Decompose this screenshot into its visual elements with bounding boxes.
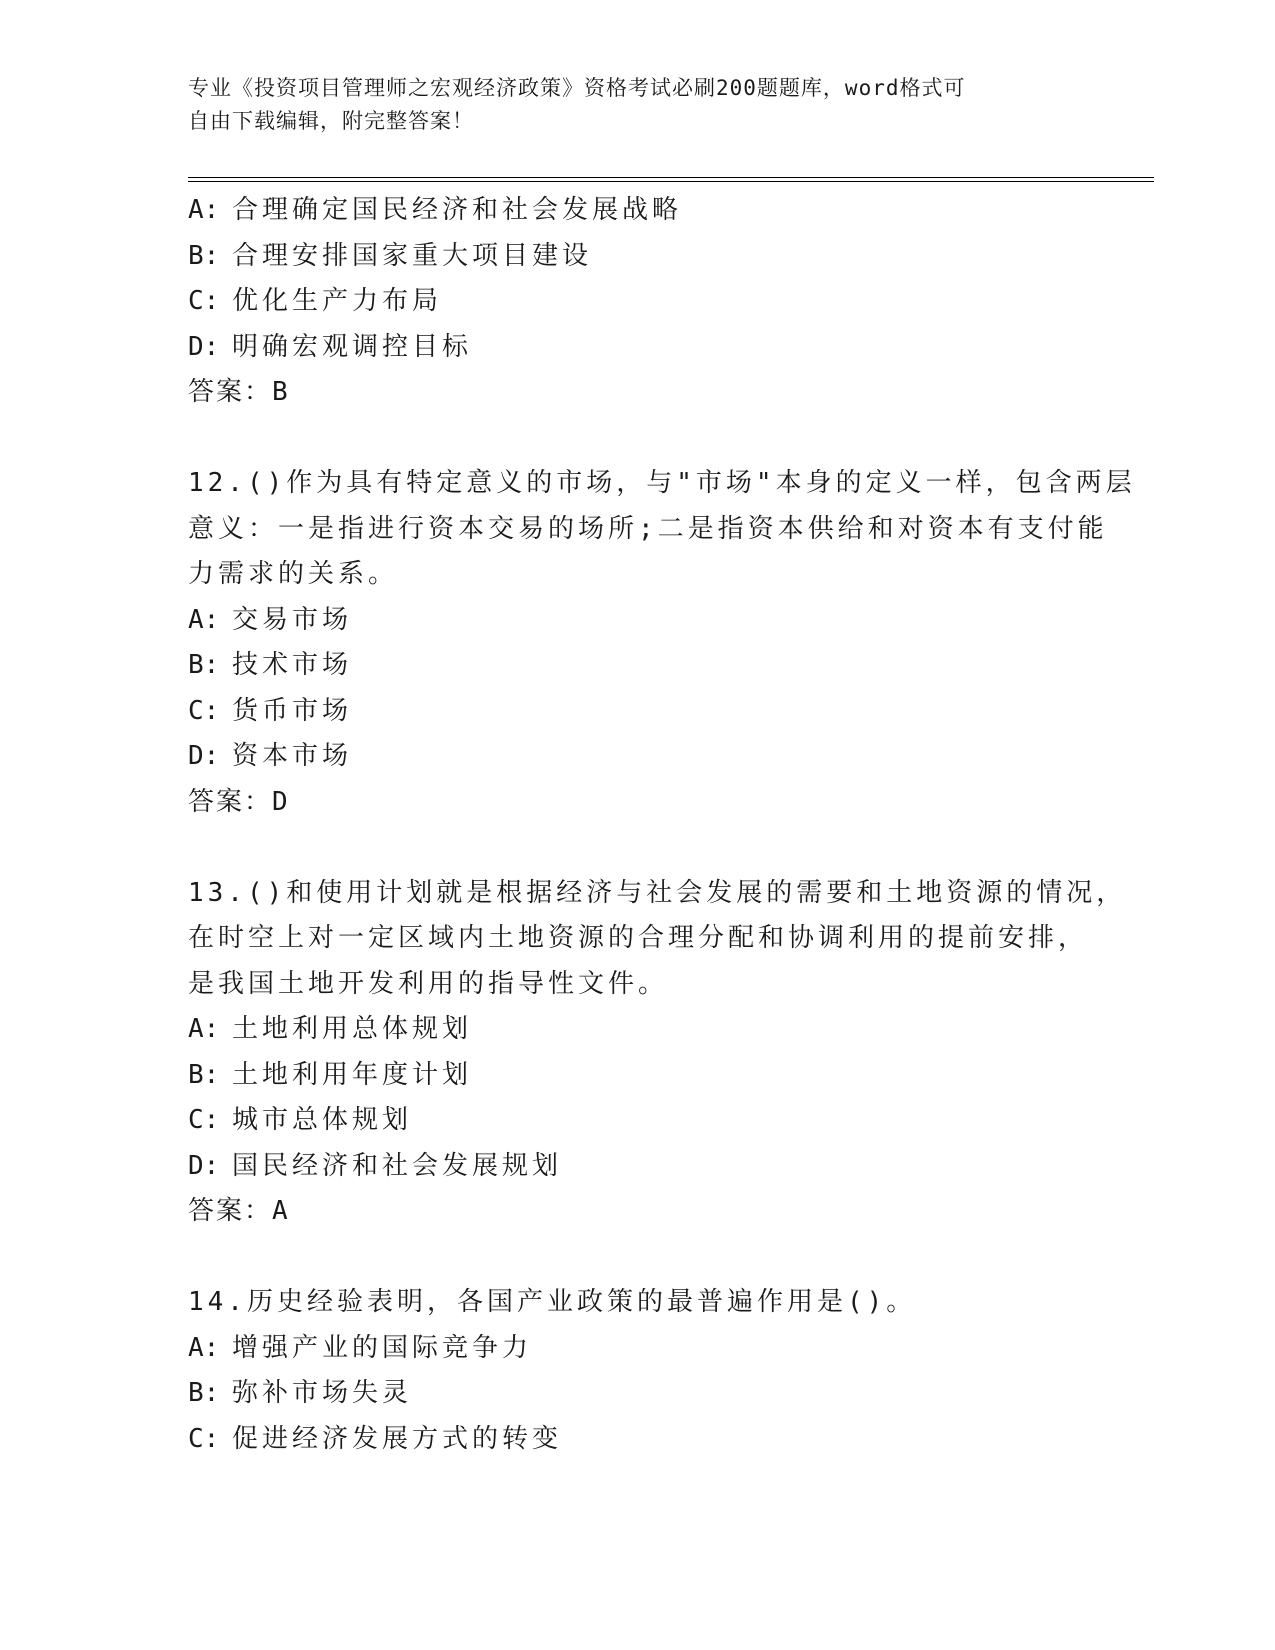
option-key: D: xyxy=(188,741,220,771)
option-text: 城市总体规划 xyxy=(232,1105,413,1135)
option-d xyxy=(188,325,1088,371)
option-text: 优化生产力布局 xyxy=(232,286,443,316)
question-11-continued xyxy=(188,188,1088,416)
question-stem-line: 意义：一是指进行资本交易的场所;二是指资本供给和对资本有支付能 xyxy=(188,513,1108,544)
question-stem-line: 力需求的关系。 xyxy=(188,559,399,589)
option-key: B: xyxy=(188,650,220,680)
option-text: 土地利用年度计划 xyxy=(232,1059,473,1090)
option-a xyxy=(188,1326,1088,1372)
option-b xyxy=(188,234,1088,280)
option-b xyxy=(188,1053,1088,1099)
option-d xyxy=(188,1144,1088,1190)
answer-line: 答案：A xyxy=(188,1196,290,1226)
option-key: D: xyxy=(188,1150,220,1181)
option-text: 明确宏观调控目标 xyxy=(232,331,473,362)
option-text: 交易市场 xyxy=(232,604,353,635)
option-c xyxy=(188,279,1088,325)
option-key: C: xyxy=(188,286,220,316)
option-b xyxy=(188,1371,1088,1417)
header-title-line-2: 自由下载编辑，附完整答案！ xyxy=(188,109,474,133)
option-key: B: xyxy=(188,240,220,271)
question-12 xyxy=(188,461,1136,825)
option-text: 增强产业的国际竞争力 xyxy=(232,1332,533,1363)
option-key: A: xyxy=(188,195,220,225)
option-text: 土地利用总体规划 xyxy=(232,1014,473,1044)
header-title-line-1: 专业《投资项目管理师之宏观经济政策》资格考试必刷200题题库，word格式可 xyxy=(188,76,966,100)
option-d xyxy=(188,734,1088,780)
question-stem-line: 14.历史经验表明，各国产业政策的最普遍作用是()。 xyxy=(188,1287,917,1317)
question-stem-line: 在时空上对一定区域内土地资源的合理分配和协调利用的提前安排， xyxy=(188,923,1089,953)
option-text: 国民经济和社会发展规划 xyxy=(232,1150,563,1181)
option-a xyxy=(188,1007,1088,1053)
question-stem-line: 13.()和使用计划就是根据经济与社会发展的需要和土地资源的情况， xyxy=(188,877,1127,908)
option-c xyxy=(188,1417,1088,1463)
option-text: 促进经济发展方式的转变 xyxy=(232,1423,563,1454)
option-key: A: xyxy=(188,604,220,635)
spacer xyxy=(188,416,1088,462)
answer-line: 答案：D xyxy=(188,786,290,817)
option-text: 合理安排国家重大项目建设 xyxy=(232,240,593,271)
question-14 xyxy=(188,1280,1088,1462)
option-text: 合理确定国民经济和社会发展战略 xyxy=(232,195,683,225)
option-text: 弥补市场失灵 xyxy=(232,1378,413,1408)
option-key: C: xyxy=(188,1105,220,1135)
option-text: 货币市场 xyxy=(232,695,353,726)
option-text: 资本市场 xyxy=(232,741,353,771)
option-a xyxy=(188,188,1088,234)
header-divider xyxy=(188,177,1154,182)
question-stem-line: 是我国土地开发利用的指导性文件。 xyxy=(188,968,669,999)
option-key: D: xyxy=(188,331,220,362)
option-b xyxy=(188,643,1088,689)
spacer xyxy=(188,1235,1088,1281)
question-13 xyxy=(188,871,1127,1235)
option-a xyxy=(188,598,1088,644)
option-key: C: xyxy=(188,1423,220,1454)
spacer xyxy=(188,825,1088,871)
option-key: B: xyxy=(188,1059,220,1090)
question-stem-line: 12.()作为具有特定意义的市场，与"市场"本身的定义一样，包含两层 xyxy=(188,468,1136,498)
option-key: A: xyxy=(188,1332,220,1363)
option-text: 技术市场 xyxy=(232,650,353,680)
option-c xyxy=(188,689,1088,735)
page-header xyxy=(188,72,1068,138)
option-c xyxy=(188,1098,1088,1144)
answer-line: 答案：B xyxy=(188,377,290,407)
option-key: B: xyxy=(188,1378,220,1408)
option-key: C: xyxy=(188,695,220,726)
option-key: A: xyxy=(188,1014,220,1044)
question-list xyxy=(188,188,1136,1462)
